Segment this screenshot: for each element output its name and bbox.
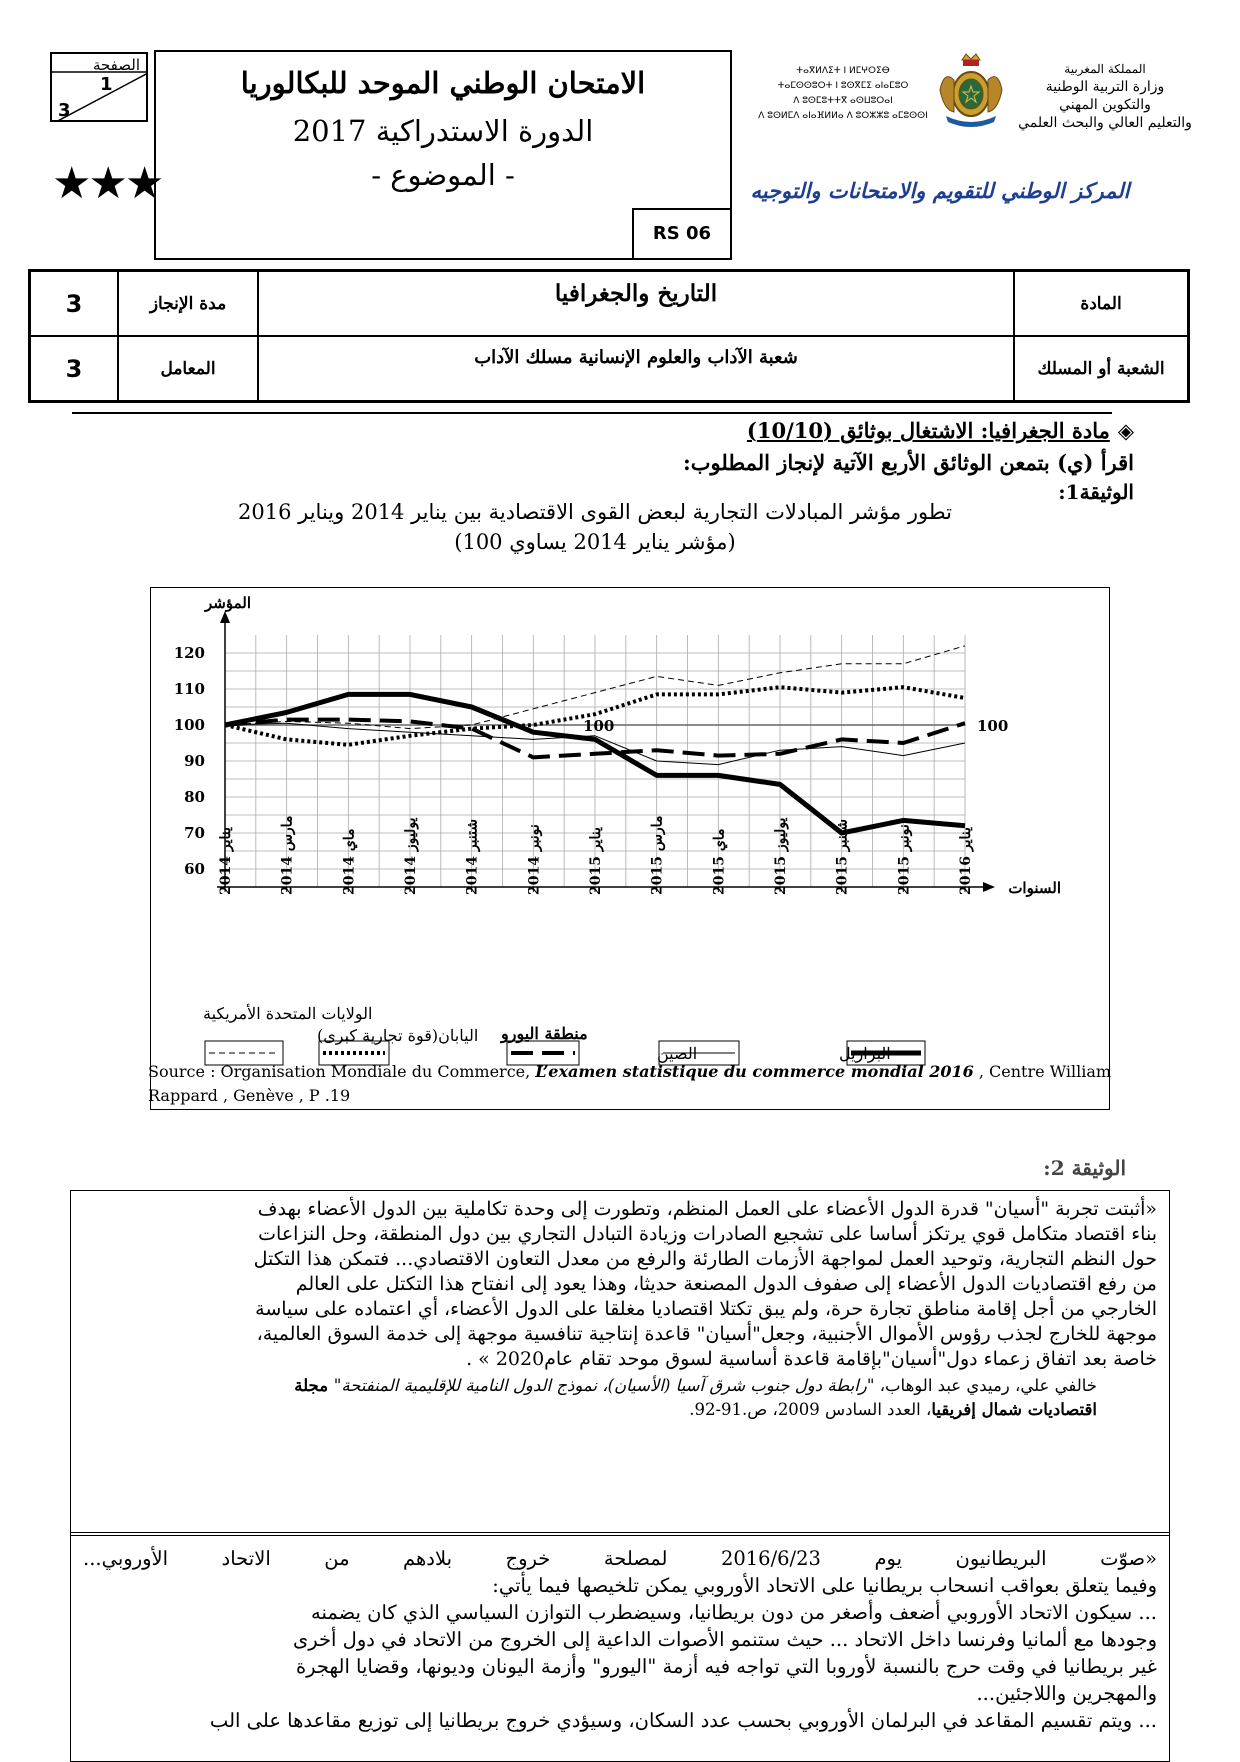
diamond-bullet-icon: ◈ (1117, 418, 1134, 443)
legend-label: الولايات المتحدة الأمريكية (203, 1004, 373, 1023)
document-2-box (70, 1190, 1170, 1536)
legend-label: البرازيل (839, 1044, 891, 1063)
doc2-source-authors: خالفي علي، رميدي عبد الوهاب، (874, 1376, 1097, 1395)
difficulty-stars: ★★★ (52, 158, 162, 209)
legend-label: منطقة اليورو (501, 1024, 588, 1043)
branch-value: شعبة الآداب والعلوم الإنسانية مسلك الآداب (258, 336, 1014, 401)
y-tick-label: 80 (184, 788, 205, 806)
doc2-source-line-1 (83, 1374, 1097, 1398)
trade-index-chart (151, 588, 1109, 1109)
exam-code: RS 06 (632, 208, 732, 260)
legend-label: اليابان(قوة تجارية كبرى) (317, 1026, 479, 1045)
doc3-line: «صوّت البريطانيون يوم 2016/6/23 لمصلحة خروج بلادهم من الاتحاد الأوروبي... (83, 1547, 1158, 1570)
section-title-text: مادة الجغرافيا: الاشتغال بوثائق (10/10) (746, 418, 1110, 443)
document-1-label: الوثيقة1: (1058, 480, 1134, 504)
reference-label: 100 (583, 717, 615, 735)
chart-frame (150, 587, 1110, 1110)
doc3-line: غير بريطانيا في وقت حرج بالنسبة لأوروبا التي تواجه فيه أزمة "اليورو" وأزمة اليونان وديونها، وقضايا الهجرة (295, 1655, 1157, 1678)
duration-value: 3 (30, 271, 118, 336)
ministry-name (1010, 60, 1200, 132)
document-1-subtitle: (مؤشر يناير 2014 يساوي 100) (454, 530, 736, 554)
chart-source-suffix: , Centre William Rappard , Genève , P .19 (148, 1062, 1112, 1105)
x-tick-label: نونبر 2015 (896, 824, 913, 895)
x-axis-arrow (983, 882, 995, 892)
x-tick-label: نونبر 2014 (526, 824, 543, 895)
section-divider (72, 412, 1112, 414)
national-center-name: المركز الوطني للتقويم والامتحانات والتوجيه (750, 178, 1130, 203)
geography-section-title (747, 418, 1134, 443)
doc3-line: ... ويتم تقسيم المقاعد في البرلمان الأوروبي بحسب عدد السكان، وسيؤدي خروج بريطانيا إلى توزيع مقاعدها على الب (209, 1709, 1157, 1732)
chart-source-prefix: Source : Organisation Mondiale du Commerce, (148, 1062, 536, 1081)
ministry-line: وزارة التربية الوطنية (1045, 79, 1165, 95)
chart-source (148, 1060, 1118, 1108)
coefficient-label: المعامل (118, 336, 258, 401)
ministry-line: المملكة المغربية (1064, 62, 1146, 76)
document-3-box (70, 1532, 1170, 1762)
y-axis-label: المؤشر (204, 594, 251, 612)
legend-label: الصين (657, 1044, 698, 1063)
x-tick-label: ماي 2014 (341, 828, 358, 895)
subject-value: التاريخ والجغرافيا (258, 271, 1014, 336)
x-tick-label: ماي 2015 (711, 828, 728, 895)
coefficient-value: 3 (30, 336, 118, 401)
x-tick-label: مارس 2014 (279, 815, 296, 895)
subject-row-label: المادة (1014, 271, 1188, 336)
coat-of-arms-icon (932, 50, 1010, 128)
doc3-line: وفيما يتعلق بعواقب انسحاب بريطانيا على الاتحاد الأوروبي يمكن تلخيصها فيما يأتي: (492, 1574, 1157, 1597)
y-tick-label: 100 (173, 716, 205, 734)
x-tick-label: يناير 2016 (958, 827, 974, 895)
y-tick-label: 70 (184, 824, 205, 842)
doc2-line: حول النظم التجارية، وتوحيد العمل لمواجهة الأزمات الطارئة والرفع من معدل التعاون الاقتصادي... فتمكن هذا التكتل (253, 1248, 1157, 1270)
chart-source-title: L’examen statistique du commerce mondial 2016 (535, 1062, 974, 1081)
exam-session: الدورة الاستدراكية 2017 (292, 114, 594, 148)
exam-title: الامتحان الوطني الموحد للبكالوريا (240, 66, 646, 100)
y-tick-label: 90 (184, 752, 205, 770)
x-tick-label: شتنبر 2015 (834, 819, 851, 895)
tifinagh-line: ⵜⴰⴳⵍⴷⵉⵜ ⵏ ⵍⵎⵖⵔⵉⴱ (796, 66, 890, 76)
doc2-source-journal-a: مجلة (294, 1376, 334, 1395)
x-axis-label: السنوات (1008, 879, 1061, 897)
x-tick-label: يوليوز 2015 (773, 817, 789, 895)
tifinagh-ministry-text (748, 64, 938, 124)
subject-label: - الموضوع - (371, 158, 515, 192)
y-axis-arrow (220, 611, 230, 623)
duration-label: مدة الإنجاز (118, 271, 258, 336)
y-tick-label: 60 (184, 860, 205, 878)
doc3-line: ... سيكون الاتحاد الأوروبي أضعف وأصغر من دون بريطانيا، وسيضطرب التوازن السياسي الذي كان يضمنه (310, 1601, 1157, 1624)
reference-label: 100 (977, 717, 1009, 735)
ministry-line: والتكوين المهني (1059, 97, 1151, 113)
doc2-line: موجهة للخارج لجذب رؤوس الأموال الأجنبية، وجعل"أسيان" قاعدة إنتاجية تنافسية موجهة إلى خدمة السوق العالمية، (256, 1323, 1157, 1345)
tifinagh-line: ⵜⴰⵎⵙⵙⵓⵔⵜ ⵏ ⵓⵙⴳⵎⵉ ⴰⵏⴰⵎⵓⵔ (777, 81, 909, 91)
y-tick-label: 110 (173, 680, 205, 698)
tifinagh-line: ⴷ ⵓⵙⵍⵎⴷ ⴰⵏⴰⴼⵍⵍⴰ ⴷ ⵓⵔⵣⵣⵓ ⴰⵎⵓⵙⵙⵏ (758, 111, 928, 121)
ministry-line: والتعليم العالي والبحث العلمي (1018, 115, 1192, 131)
doc2-source-line-2 (83, 1398, 1097, 1422)
document-1-title: تطور مؤشر المبادلات التجارية لبعض القوى الاقتصادية بين يناير 2014 ويناير 2016 (238, 500, 952, 524)
x-tick-label: مارس 2015 (649, 815, 666, 895)
x-tick-label: يناير 2015 (588, 827, 604, 895)
page-total: 3 (58, 100, 71, 121)
page-label: الصفحة (92, 56, 140, 74)
doc2-source-journal-b: اقتصاديات شمال إفريقيا (931, 1400, 1097, 1419)
page-number-box (50, 52, 148, 122)
exam-info-table (28, 269, 1190, 403)
doc2-line: من رفع اقتصاديات الدول الأعضاء إلى صفوف الدول المصنعة حديثا، وهذا يعود إلى انفتاح هذا التكتل على العالم (295, 1273, 1157, 1295)
branch-label: الشعبة أو المسلك (1014, 336, 1188, 401)
x-tick-label: شتنبر 2014 (464, 819, 481, 895)
page-number: 1 (100, 74, 113, 95)
doc3-line: والمهجرين واللاجئين... (976, 1682, 1157, 1705)
y-tick-label: 120 (173, 644, 205, 662)
doc3-line: وجودها مع ألمانيا وفرنسا داخل الاتحاد ... حيث ستنمو الأصوات الداعية إلى الخروج من الاتحاد في دول أخرى (292, 1628, 1157, 1651)
doc2-line: خاصة بعد اتفاق زعماء دول"أسيان"بإقامة قاعدة أساسية لسوق موحد تقام عام2020 » . (466, 1348, 1157, 1370)
x-tick-label: يوليوز 2014 (403, 817, 419, 895)
x-tick-label: يناير 2014 (218, 827, 234, 895)
doc2-line: الخارجي من أجل إقامة مناطق تجارة حرة، ولم يبق تكتلا اقتصاديا مغلقا على الدول الأعضاء، أي اعتماده على سياسة (255, 1298, 1157, 1320)
doc2-line: «أثبتت تجربة "أسيان" قدرة الدول الأعضاء على العمل المنظم، وتطورت إلى وحدة تكاملية بين الدول الأعضاء بهدف (257, 1198, 1157, 1220)
doc2-source-issue: ، العدد السادس 2009، ص.91-92. (689, 1400, 932, 1419)
doc2-source-article: "رابطة دول جنوب شرق آسيا (الأسيان)، نموذج الدول النامية للإقليمية المنفتحة" (333, 1376, 875, 1395)
tifinagh-line: ⴷ ⵓⵙⵎⵓⵜⵜⴳ ⴰⵙⵡⵓⵔⴰⵏ (793, 96, 893, 106)
instruction-text: اقرأ (ي) بتمعن الوثائق الأربع الآتية لإنجاز المطلوب: (683, 450, 1134, 475)
document-2-label: الوثيقة 2: (1043, 1156, 1126, 1180)
doc2-line: بناء اقتصاد متكامل قوي يرتكز أساسا على تشجيع الصادرات وزيادة التبادل التجاري بين دول المنطقة، وحل النزاعات (258, 1223, 1157, 1245)
